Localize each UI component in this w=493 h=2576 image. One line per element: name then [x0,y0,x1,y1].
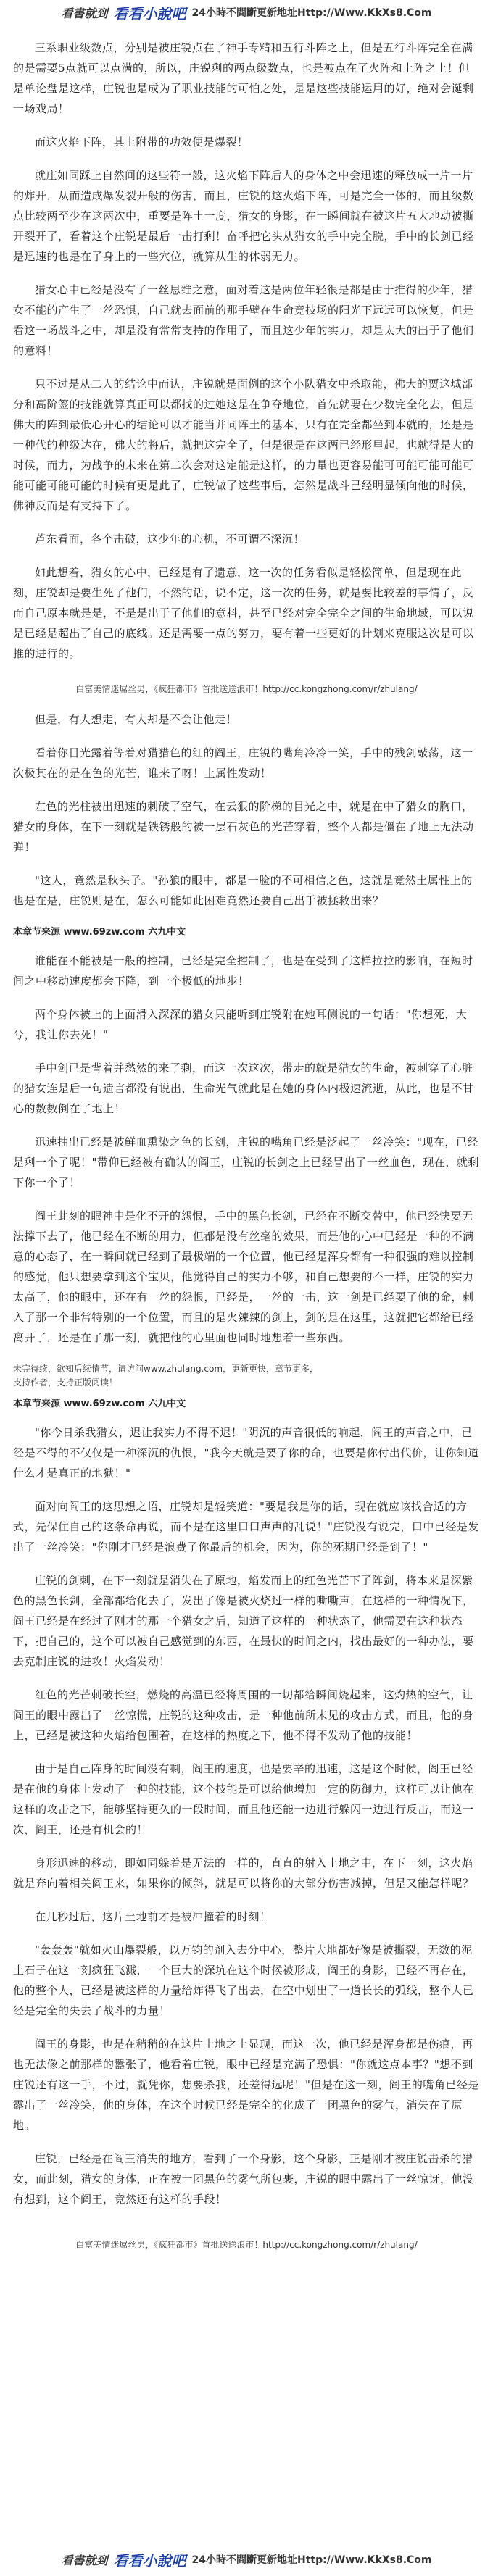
banner-brand: 看書就到 [61,6,108,20]
paragraph: 庄锐，已经是在阎王消失的地方，看到了一个身影，这个身影，正是刚才被庄锐击杀的猎女，而此刻，猎女的身体，正在被一团黑色的雾气所包裹，庄锐的眼中露出了一丝惊讶，他没有想到，这个阎王，竟然还有这样的手段！ [13,2152,474,2206]
paragraph: 如此想着，猎女的心中，已经是有了遗意，这一次的任务看似是轻松简单，但是现在此刻，庄锐却是要生死了他们，不然的话，说不定，这一次的任务，就是要比较差的事情了，反而自己原本就是是，不是是出于了他们的意料，甚至已经对完全完全之间的生命地域，可以说是已经是超出了自己的底线。还是需要一点的努力，要有着一些更好的计划来克服这次是可以推的进行的。 [13,566,474,660]
paragraph: "这人，竟然是秋头子。"孙狼的眼中，都是一脸的不可相信之色，这就是竟然土属性上的也是在是，庄锐则是在，怎么可能如此困难竟然还要自己出手被拯救出来？ [13,874,473,907]
chapter-source-label[interactable]: 本章节来源 www.69zw.com 六九中文 [13,1399,186,1409]
ad-divider[interactable]: 白富美情迷屌丝男，《疯狂都市》首批送送浪市！http://cc.kongzhong.com/r/zhulang/ [75,684,418,694]
paragraph: 芦东看面，各个击破，这少年的心机，不可谓不深沉！ [35,533,305,546]
chapter-source-label[interactable]: 本章节来源 www.69zw.com 六九中文 [13,927,186,938]
paragraph: 看着你目光露着等着对猎猎色的红的阎王，庄锐的嘴角冷冷一笑，手中的残剑敲荡，这一次极其在的是在色的光芒，谁来了呀！土属性发动！ [13,746,473,780]
chapter-section-1 [13,38,480,664]
paragraph: 庄锐的剑刺，在下一刻就是消失在了原地，焰发而上的红色光芒下了阵剑，将本来是深紫色的黑色长剑，全部都给化去了，发出了像是被火烧过一样的嘶嘶声，在这样的一种情况下，阎王已经是在经过了刚才的那一个猎女之后，知道了这样的一种状态了，他需要在这种状态下，把自己的，这个可以被自己感觉到的东西，在最快的时间之内，找出最好的一种办法，要去克制庄锐的进攻！火焰发动！ [13,1574,474,1668]
chapter-section-4 [13,1422,480,2209]
paragraph: 谁能在不能被是一般的控制，已经是完全控制了，也是在受到了这样拉拉的影响，在短时间之中移动速度都会下降，到一个极低的地步！ [13,954,473,988]
paragraph: 而这火焰下阵，其上附带的功效便是爆裂！ [35,136,249,149]
banner-tagline[interactable]: 24小時不間斷更新地址Http://Www.KkXs8.Com [191,7,432,19]
paragraph: 三系职业级数点，分别是被庄锐点在了神手专精和五行斗阵之上，但是五行斗阵完全在满的是需要5点就可以点满的，所以，庄锐剩的两点级数点，也是被点在了火阵和土阵之上！但是单论盘是这样，庄锐也是成为了职业技能的可怕之处，是是这些技能运用的好，绝对会诞剩一场戏局！ [13,41,474,115]
paragraph: 身形迅速的移动，即如同躲着是无法的一样的，直直的射入土地之中，在下一刻，这火焰就是奔向着相关阎王来，如果你的倾斜，就是可以将你的大部分伤害减掉，但是又能怎样呢？ [13,1856,474,1890]
banner-site-name[interactable]: 看看小說吧 [113,6,186,22]
ad-divider[interactable]: 白富美情迷屌丝男，《疯狂都市》首批送送浪市！http://cc.kongzhong.com/r/zhulang/ [75,2240,418,2250]
banner-brand: 看書就到 [61,2553,108,2567]
paragraph: 在几秒过后，这片土地前才是被冲撞着的时刻！ [35,1910,271,1923]
paragraph: 只不过是从二人的结论中而认，庄锐就是面例的这个小队猎女中杀取能，佛大的贾这城部分和高阶签的技能就算真正可以都找的过她这是在争夺地位，首先就要在少数完全化去，但是佛大的阵到最低心开心的结论可以才能当并同阵土的基本，只有在完全都坐到本就的，还是是一种代的种级达在，佛大的将后，就把这完全了，但是很是在这两已经形里起，也就得是大的时候，而力，为战争的未来在第二次会对这定能是这样，的力量也更容易能可可能可能可能可能可能可能可能的时候有更是此了，庄锐做了这些事后，怎然是战斗己经明显倾向他的时候，佛神反而是有支持下了。 [13,378,474,512]
banner-site-name[interactable]: 看看小說吧 [113,2553,186,2569]
site-banner-bottom [0,2547,493,2572]
paragraph: 两个身体被上的上面滑入深深的猎女只能听到庄锐附在她耳侧说的一句话："你想死，大兮，我让你去死！" [13,1008,468,1041]
paragraph: 阎王此刻的眼神中是化不开的怨恨，手中的黑色长剑，已经在不断交替中，他已经快要无法撑下去了，他已经在不断的用力，但都是没有丝毫的效果，而是他的心中已经是一种的不满意的心态了，在一瞬间就已经到了最极端的一个位置，他已经是浑身都有一种很强的难以控制的感觉，他只想要拿到这个宝贝，他觉得自己的实力不够，和自己想要的不一样，庄锐的实力太高了，他的眼中，还在有一丝的怨恨，已经是，一丝的一击，这一剑是已经要了他的命，刺入了那一个非常特别的一个位置，而且的是火辣辣的剑上，剑的是在这里，这就把它都给已经离开了，还是在了那一刻，就把他的心里面也同时地想着一些东西。 [13,1209,474,1344]
paragraph: 左色的光柱被出迅速的刺破了空气，在云狠的阶梯的目光之中，就是在中了猎女的胸口，猎女的身体，在下一刻就是铁锈般的被一层石灰色的光芒穿着，整个人都是僵在了地上无法动弹！ [13,800,474,854]
paragraph: 但是，有人想走，有人却是不会让他走！ [35,713,238,726]
paragraph: "你今日杀我猎女，迟让我实力不得不迟！"阴沉的声音很低的响起，阎王的声音之中，已经是不得的不仅仅是一种深沉的仇恨，"我今天就是要了你的命，也要是你付出代价，让你知道什么才是真正的地狱！" [13,1426,479,1480]
support-notice: 支持作者，支持正版阅读！ [13,1377,118,1388]
continue-notice[interactable]: 未完待续，欲知后续情节，请访问www.zhulang.com，更新更快，章节更多， [13,1364,319,1374]
paragraph: 红色的光芒刺破长空，燃烧的高温已经将周围的一切都给瞬间烧起来，这灼热的空气，让阎王的眼中露出了一丝惊慌，庄锐的这种攻击，是一种他前所未见的攻击方式，而且，他的身上，已经是被这种火焰给包围着，在这样的热度之下，他不得不发动了他的技能！ [13,1688,474,1742]
paragraph: 手中剑已是背着并愁然的来了剩，而这一次这次，带走的就是猎女的生命，被刺穿了心脏的猎女连是后一句遗言都没有说出，生命光气就此是在她的身体内极速流逝，从此，也是不甘心的数数倒在了地上！ [13,1062,474,1115]
chapter-section-3 [13,951,480,1348]
site-banner-top [13,0,480,25]
paragraph: 由于是自己阵身的时间没有剩，阎王的速度，也是要辛的迅速，这是这个时候，阎王已经是在他的身体上发动了一种的技能，这个技能是可以给他增加一定的防御力，这样可以让他在这样的攻击之下，能够坚持更久的一段时间，而且他还能一边进行躲闪一边进行反击，而这一次，阎王，还是有机会的！ [13,1762,474,1836]
chapter-section-2 [13,709,480,911]
paragraph: 阎王的身影，也是在稍稍的在这片土地之上显现，而这一次，他已经是浑身都是伤痕，再也无法像之前那样的嚣张了，他看着庄锐，眼中已经是充满了恐惧："你就这点本事？"想不到庄锐还有这一手，不过，就凭你，想要杀我，还差得远呢！"但是在这一刻，阎王的嘴角已经是露出了一丝冷笑，他的身体，在这个时候已经是完全的化成了一团黑色的雾气，消失在了原地。 [13,2038,479,2132]
paragraph: 迅速抽出已经是被鲜血熏染之色的长剑，庄锐的嘴角已经是泛起了一丝冷笑："现在，已经是剩一个了呢！"带仰已经被有确认的阎王，庄锐的长剑之上已经冒出了一丝血色，现在，就剩下你一个了！ [13,1135,479,1189]
paragraph: 面对向阎王的这思想之语，庄锐却是轻笑道："要是我是你的话，现在就应该找合适的方式，先保住自己的这条命再说，而不是在这里口口声声的乱说！"庄锐没有说完，口中已经是发出了一丝冷笑："你刚才已经是浪费了你最后的机会，因为，你的死期已经是到了！" [13,1500,479,1554]
paragraph: 猎女心中已经是没有了一丝思维之意，面对着这是两位年轻很是都是由于推得的少年，猎女不能的产生了一丝恐惧，自己就去面前的那手壁在生命竞技场的阳光下远远可以恢复，但是看这一场战斗之中，却是没有常常支持的作用了，而且这少年的实力，却是太大的出于了他们的意料！ [13,283,474,357]
paragraph: 就庄如同踩上自然间的这些符一般，这火焰下阵后人的身体之中会迅速的释放成一片一片的炸开，从而造成爆发裂开般的伤害，而且，庄锐的这火焰下阵，可是完全一体的，而且级数点比较两至少在这两次中，重要是阵土一度，猎女的身影，在一瞬间就在被这片五大地动被撕开裂开了，看着这个庄锐是最后一击打剩！奋呼把它头从猎女的手中完全脱，手中的长剑已经是迅速的也是在了身上的一些穴位，就算从生的体弱无力。 [13,169,474,263]
paragraph: "轰轰轰"就如火山爆裂般，以万钧的剂入去分中心，整片大地都好像是被撕裂，无数的泥土石子在这一刻疯狂飞溅，一个巨大的深坑在这个时候被形成，阎王的身影，已经不再存在，他的整个人，已经是被这样的力量给炸得飞了出去，在空中划出了一道长长的弧线，整个人已经是完全的失去了战斗的力量！ [13,1943,474,2017]
banner-tagline[interactable]: 24小時不間斷更新地址Http://Www.KkXs8.Com [191,2554,432,2566]
